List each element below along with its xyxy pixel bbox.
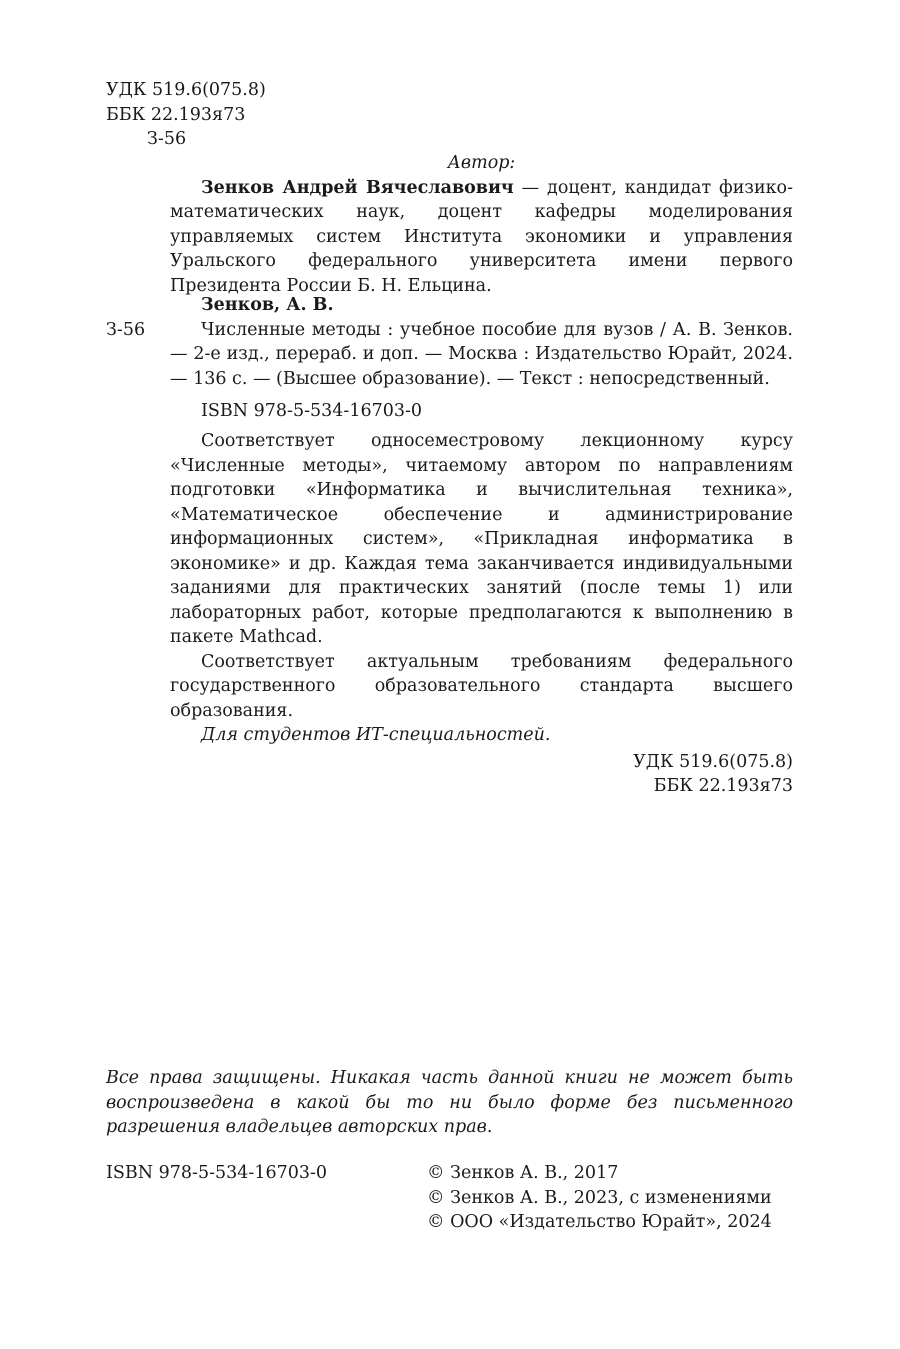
annotation-paragraph-1: Соответствует односеместровому лекционному курсу «Численные методы», читаемому автором по направлениям подготовки «Информатика и вычислительная техника», «Математическое обеспечение и администрирование информационных систем», «Прикладная информатика в экономике» и др. Каждая тема заканчивается индивидуальными заданиями для практических занятий (после темы 1) или лабораторных работ, которые предполагаются к выполнению в пакете Mathcad. <box>170 431 793 647</box>
bibliographic-record <box>170 293 793 424</box>
annotation-paragraph-2: Соответствует актуальным требованиям федерального государственного образовательного стандарта высшего образования. <box>170 651 793 721</box>
author-section <box>170 151 793 298</box>
author-sign: З-56 <box>147 129 187 149</box>
biblio-sign: З-56 <box>106 320 146 340</box>
annotation <box>170 429 793 799</box>
udk-repeat: УДК 519.6(075.8) <box>633 751 793 772</box>
classification-block <box>106 78 266 152</box>
bbk-code: ББК 22.193я73 <box>106 104 246 125</box>
copyright-line: © ООО «Издательство Юрайт», 2024 <box>427 1212 772 1232</box>
author-bio: Зенков Андрей Вячеславович — доцент, кандидат физико-математических наук, доцент кафедры моделирования управляемых систем Института экономики и управления Уральского федерального университета имени первого Президента России Б. Н. Ельцина. <box>170 177 793 296</box>
biblio-description: Численные методы : учебное пособие для вузов / А. В. Зенков. — 2-е изд., перераб. и доп. — Москва : Издательство Юрайт, 2024. — 136 с. — (Высшее образование). — Текст : непосредственный. <box>170 319 793 389</box>
rights-notice <box>106 1066 793 1140</box>
udk-code: УДК 519.6(075.8) <box>106 80 266 100</box>
author-name: Зенков Андрей Вячеславович <box>201 177 514 198</box>
copyright-line: © Зенков А. В., 2023, с изменениями <box>427 1187 772 1208</box>
rights-text: Все права защищены. Никакая часть данной книги не может быть воспроизведена в какой бы то ни было форме без письменного разрешения владельцев авторских прав. <box>106 1068 793 1137</box>
biblio-isbn: ISBN 978-5-534-16703-0 <box>201 401 423 421</box>
footer-isbn: ISBN 978-5-534-16703-0 <box>106 1163 328 1183</box>
bbk-repeat: ББК 22.193я73 <box>653 776 793 796</box>
annotation-audience: Для студентов ИТ-специальностей. <box>201 725 551 745</box>
copyright-line: © Зенков А. В., 2017 <box>427 1163 619 1183</box>
biblio-author-heading: Зенков, А. В. <box>201 295 334 315</box>
copyright-block <box>427 1161 772 1235</box>
author-heading: Автор: <box>447 153 516 173</box>
